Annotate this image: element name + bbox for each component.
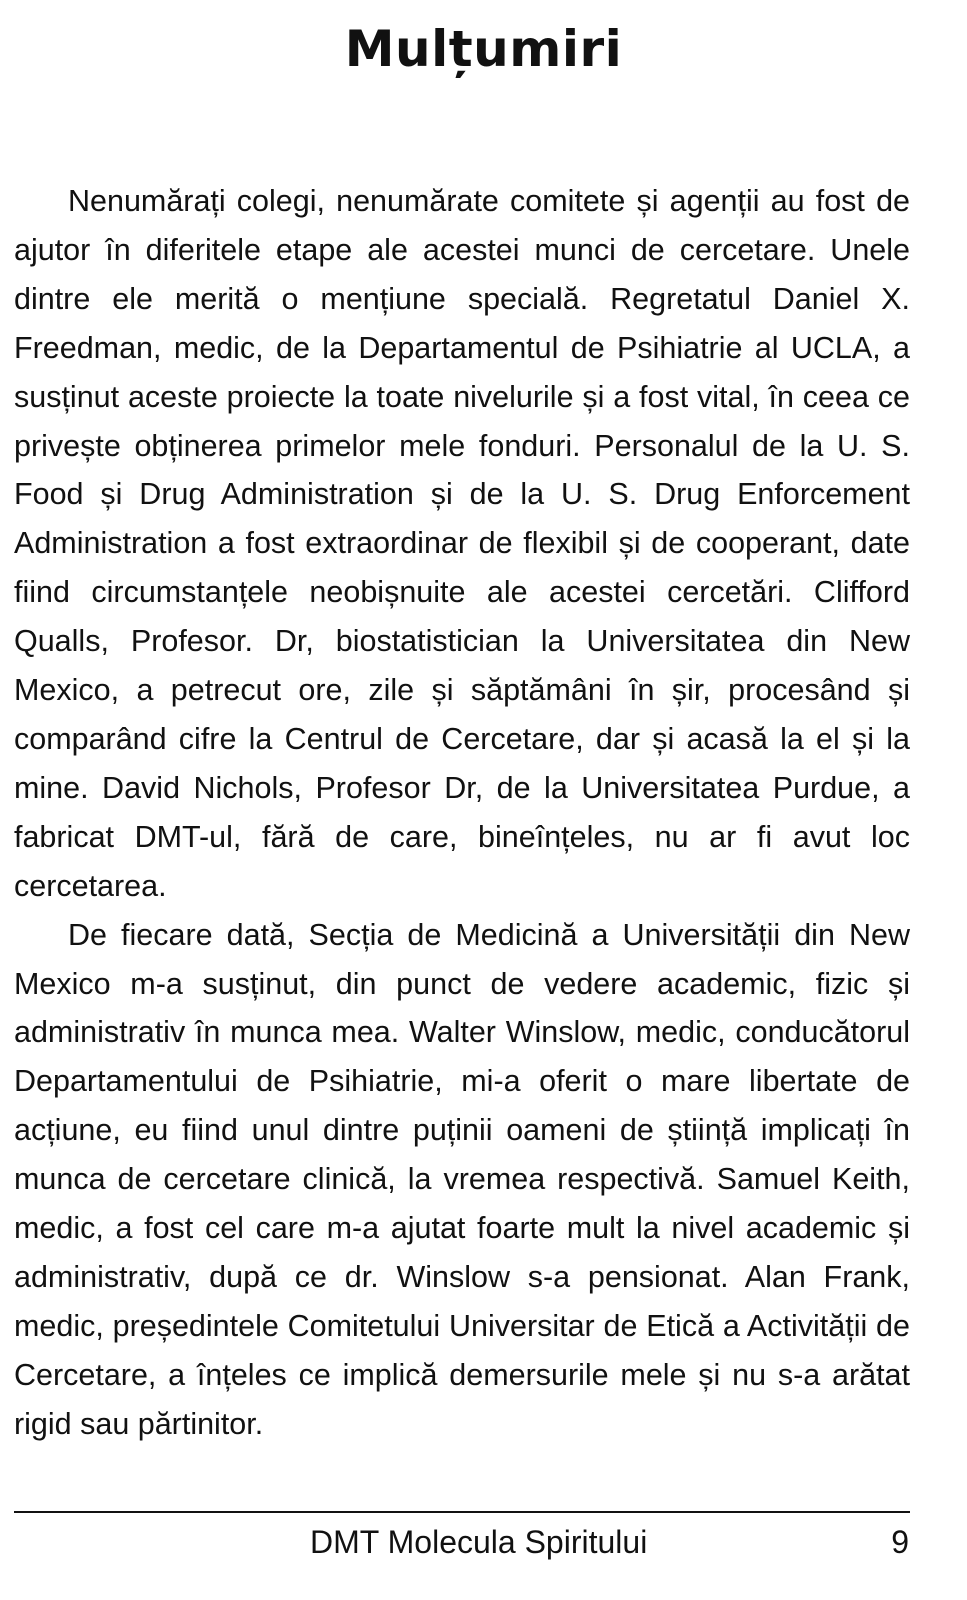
paragraph-1: Nenumărați colegi, nenumărate comitete și agenții au fost de ajutor în diferitele etape ale acestei munci de cercetare. Unele dintre ele merită o mențiune specială. Regretatul Daniel X. Freedman, medic, de la Departamentul de Psihiatrie al UCLA, a susținut aceste proiecte la toate nivelurile și a fost vital, în ceea ce privește obținerea primelor mele fonduri. Personalul de la U. S. Food și Drug Administration și de la U. S. Drug Enforcement Administration a fost extraordinar de flexibil și de cooperant, date fiind circumstanțele neobișnuite ale acestei cercetări. Clifford Qualls, Profesor. Dr, biostatistician la Universitatea din New Mexico, a petrecut ore, zile și săptămâni în șir, procesând și comparând cifre la Centrul de Cercetare, dar și acasă la el și la mine. David Nichols, Profesor Dr, de la Universitatea Purdue, a fabricat DMT-ul, fără de care, bineînțeles, nu ar fi avut loc cercetarea. bbox=[14, 184, 910, 903]
footer-book-title: DMT Molecula Spiritului bbox=[310, 1524, 648, 1560]
page-title: Mulțumiri bbox=[344, 20, 623, 78]
footer-divider bbox=[14, 1511, 910, 1513]
page-number: 9 bbox=[891, 1524, 909, 1560]
body-text bbox=[14, 177, 910, 1449]
paragraph-2: De fiecare dată, Secția de Medicină a Universității din New Mexico m-a susținut, din punct de vedere academic, fizic și administrativ în munca mea. Walter Winslow, medic, conducătorul Departamentului de Psihiatrie, mi-a oferit o mare libertate de acțiune, eu fiind unul dintre puținii oameni de știință implicați în munca de cercetare clinică, la vremea respectivă. Samuel Keith, medic, a fost cel care m-a ajutat foarte mult la nivel academic și administrativ, după ce dr. Winslow s-a pensionat. Alan Frank, medic, președintele Comitetului Universitar de Etică a Activității de Cercetare, a înțeles ce implică demersurile mele și nu s-a arătat rigid sau părtinitor. bbox=[14, 917, 910, 1441]
